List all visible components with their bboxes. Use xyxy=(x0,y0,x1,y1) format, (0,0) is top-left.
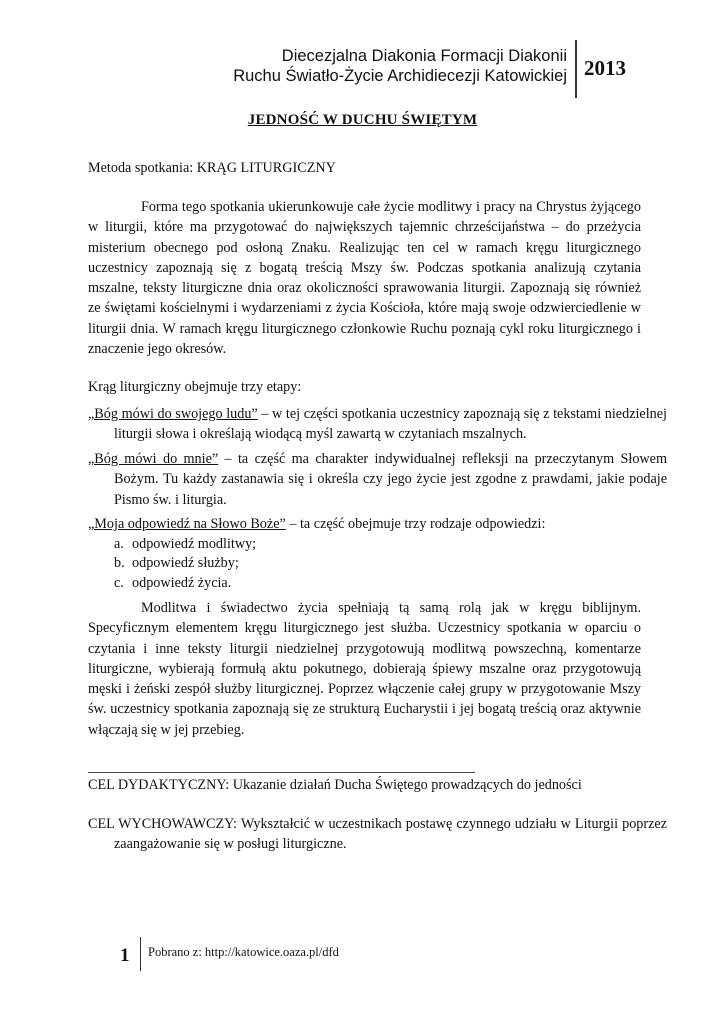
header-line-2: Ruchu Światło-Życie Archidiecezji Katowickiej xyxy=(233,67,567,85)
educational-goal: CEL WYCHOWAWCZY: Wykształcić w uczestnikach postawę czynnego udziału w Liturgii poprzez zaangażowanie się w posługi liturgiczne. xyxy=(88,816,667,853)
response-marker: a. xyxy=(114,536,124,552)
footer-divider xyxy=(140,937,141,971)
header-year: 2013 xyxy=(584,56,626,80)
header-line-1: Diecezjalna Diakonia Formacji Diakonii xyxy=(281,47,567,65)
response-item xyxy=(114,534,256,554)
footer-source: Pobrano z: http://katowice.oaza.pl/dfd xyxy=(148,945,339,959)
stage-label: „Moja odpowiedź na Słowo Boże” xyxy=(88,516,286,532)
document-header xyxy=(233,46,567,86)
response-item xyxy=(114,553,239,573)
stage-text: – ta część ma charakter indywidualnej refleksji na przeczytanym Słowem Bożym. Tu każdy zastanawia się i określa czy jego życie jest zgodne z prawdami, jakie podaje Pismo św. i liturgia. xyxy=(114,451,667,508)
response-marker: b. xyxy=(114,555,125,571)
response-text: odpowiedź życia. xyxy=(132,575,232,591)
stage-text: – ta część obejmuje trzy rodzaje odpowiedzi: xyxy=(285,516,546,532)
stage-label: „Bóg mówi do mnie” xyxy=(88,451,219,467)
didactic-goal: CEL DYDAKTYCZNY: Ukazanie działań Ducha Świętego prowadzących do jedności xyxy=(88,777,582,793)
page-number: 1 xyxy=(120,945,130,966)
response-marker: c. xyxy=(114,575,124,591)
response-text: odpowiedź modlitwy; xyxy=(132,536,257,552)
stage-label: „Bóg mówi do swojego ludu” xyxy=(88,406,258,422)
response-item xyxy=(114,573,231,593)
stage-item xyxy=(88,449,667,510)
closing-paragraph: Modlitwa i świadectwo życia spełniają tą samą rolą jak w kręgu biblijnym. Specyficznym elementem kręgu liturgicznego jest służba. Uczestnicy spotkania w oparciu o czytania i inne teksty liturgii niedzielnej przygotowują modlitwą powszechną, komentarze liturgiczne, wybierają formułą aktu pokutnego, dobierają śpiewy mszalne oraz przygotowują męski i żeński zespół służby liturgicznej. Poprzez włączenie całej grupy w przygotowanie Mszy św. uczestnicy spotkania zapoznają się ze strukturą Eucharystii i jej bogatą treścią oraz aktywnie włączają się w jej przebieg. xyxy=(88,600,641,738)
intro-paragraph: Forma tego spotkania ukierunkowuje całe życie modlitwy i pracy na Chrystus żyjącego w liturgii, które ma przygotować do największych tajemnic chrześcijaństwa – do przeżycia misterium obecnego pod osłoną Znaku. Realizując ten cel w ramach kręgu liturgicznego uczestnicy zapoznają się z bogatą treścią Mszy św. Podczas spotkania analizują czytania mszalne, teksty liturgiczne dnia oraz okoliczności sprawowania liturgii. Zapoznają się również ze świętami kościelnymi i wydarzeniami z życia Kościoła, które mają swoje odzwierciedlenie w liturgii dnia. W ramach kręgu liturgicznego członkowie Ruchu poznają cykl roku liturgicznego i znaczenie jego okresów. xyxy=(88,199,641,358)
stage-item xyxy=(88,514,667,534)
response-text: odpowiedź służby; xyxy=(132,555,239,571)
section-divider xyxy=(88,772,475,773)
stage-text: – w tej części spotkania uczestnicy zapoznają się z tekstami niedzielnej liturgii słowa i określają wiodącą myśl zawartą w czytaniach mszalnych. xyxy=(114,406,667,443)
header-divider xyxy=(575,40,577,98)
stage-item xyxy=(88,404,667,445)
page-title: JEDNOŚĆ W DUCHU ŚWIĘTYM xyxy=(247,112,478,128)
stages-intro: Krąg liturgiczny obejmuje trzy etapy: xyxy=(88,379,302,395)
method-line: Metoda spotkania: KRĄG LITURGICZNY xyxy=(88,160,336,176)
